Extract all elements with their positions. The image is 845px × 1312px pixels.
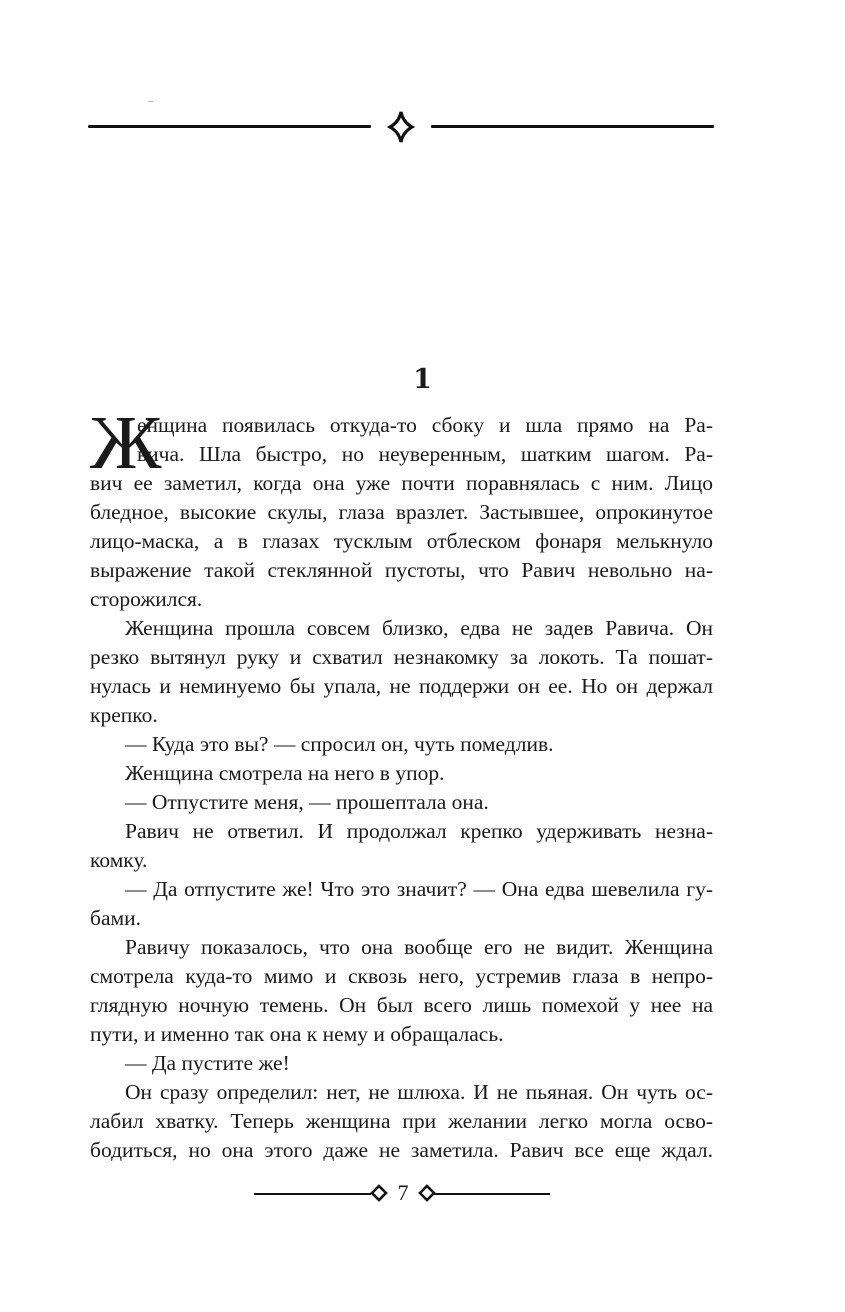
chapter-number: 1	[413, 364, 432, 395]
text-line: бледное, высокие скулы, глаза вразлет. Застывшее, опрокинутое	[90, 500, 713, 524]
text-line: бодиться, но она этого даже не заметила. Равич все еще ждал.	[90, 1138, 713, 1162]
text-line: Равичу показалось, что она вообще его не видит. Женщина	[125, 935, 713, 959]
text-line: — Да отпустите же! Что это значит? — Она едва шевелила гу-	[125, 877, 713, 901]
text-line: Женщина смотрела на него в упор.	[125, 761, 445, 785]
text-line: смотрела куда-то мимо и сквозь него, устремив глаза в непро-	[90, 964, 713, 988]
text-line: Он сразу определил: нет, не шлюха. И не пьяная. Он чуть ос-	[125, 1080, 713, 1104]
footer-rule-right	[434, 1193, 550, 1195]
text-line: нулась и неминуемо бы упала, не поддержи он ее. Но он держал	[90, 674, 713, 698]
text-line: Равич не ответил. И продолжал крепко удерживать незна-	[125, 819, 713, 843]
print-speck	[148, 101, 153, 102]
header-rule-left	[88, 125, 371, 128]
text-line: — Отпустите меня, — прошептала она.	[125, 790, 489, 814]
header-rule-right	[431, 125, 714, 128]
text-line: комку.	[90, 848, 148, 872]
text-line: пути, и именно так она к нему и обращалась.	[90, 1022, 504, 1046]
text-line: глядную ночную темень. Он был всего лишь помехой у нее на	[90, 993, 713, 1017]
text-line: крепко.	[90, 703, 158, 727]
text-line: бами.	[90, 906, 141, 930]
drop-cap: Ж	[90, 401, 162, 485]
text-line: лицо-маска, а в глазах тусклым отблеском фонаря мелькнуло	[90, 529, 713, 553]
text-line: выражение такой стеклянной пустоты, что Равич невольно на-	[90, 558, 713, 582]
text-line: — Куда это вы? — спросил он, чуть помедлив.	[125, 732, 554, 756]
footer-rule-left	[254, 1193, 371, 1195]
page-number: 7	[397, 1180, 409, 1205]
text-line: лабил хватку. Теперь женщина при желании легко могла осво-	[90, 1109, 713, 1133]
page-footer	[254, 1180, 550, 1210]
text-line: — Да пустите же!	[125, 1051, 290, 1075]
chapter-body	[90, 401, 713, 1165]
text-line: вич ее заметил, когда она уже почти поравнялась с ним. Лицо	[90, 471, 713, 495]
header-ornament	[88, 110, 714, 144]
text-line: сторожился.	[90, 587, 203, 611]
diamond-ornament-icon	[387, 110, 415, 144]
text-line: вича. Шла быстро, но неуверенным, шатким шагом. Ра-	[137, 442, 713, 466]
diamond-left-icon	[369, 1183, 389, 1203]
text-line: Женщина прошла совсем близко, едва не задев Равича. Он	[125, 616, 713, 640]
text-line: резко вытянул руку и схватил незнакомку за локоть. Та пошат-	[90, 645, 713, 669]
text-line: енщина появилась откуда-то сбоку и шла прямо на Ра-	[137, 413, 713, 437]
